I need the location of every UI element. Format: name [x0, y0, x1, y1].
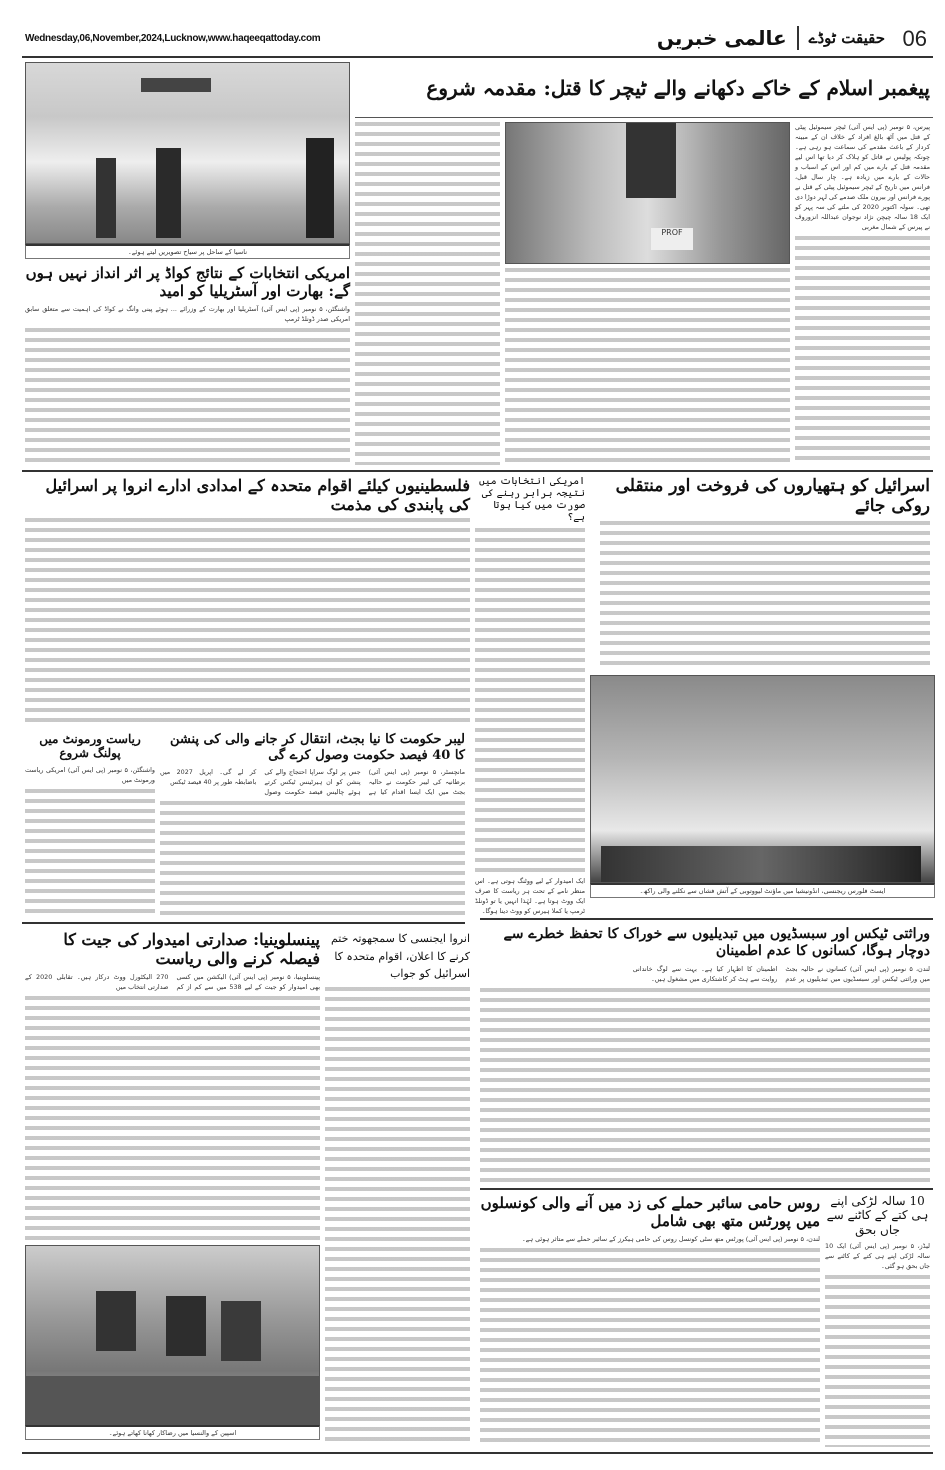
- volcano-caption: ایسٹ فلورس ریجنسی، انڈونیشیا میں ماؤنٹ لیووتوبی کے آتش فشاں سے نکلنے والی راکھ۔: [590, 883, 935, 898]
- headline-russia-cyber: روس حامی سائبر حملے کی زد میں آنے والی کونسلوں میں پورٹس متھ بھی شامل: [480, 1194, 820, 1230]
- unrwa-deal-body: [325, 987, 470, 1445]
- teacher-lead: پیرس، ۵ نومبر (پی ایس آئی) ٹیچر سیموئیل پیٹی کے قتل میں آٹھ بالغ افراد کے خلاف ان کے مبینہ کردار کے باعث مقدمے کی سماعت ہو رہی ہے۔ چونکہ پولیس نے قاتل کو ہلاک کر دیا تھا اس لیے مقدمہ قتل کے بارے میں کم اور اس کے اسباب و حالات کے بارے میں زیادہ ہے۔ چار سال قبل، فرانس میں تاریخ کے ٹیچر سیموئیل پیٹی کے قتل نے پورے فرانس اور بیرون ملک صدمے کی لہر دوڑا دی تھی۔ سولہ اکتوبر 2020 کی ملتے کی سہ پہر کو ایک 18 سالہ چیچن نژاد نوجوان عبداللہ انزوروف نے پیرس کے شمال مغربی: [795, 123, 930, 231]
- headline-girl-dog: 10 سالہ لڑکی اپنے ہی کتے کے کاٹنے سے جاں بحق: [826, 1194, 929, 1237]
- labour-lead: مانچسٹر، ۵ نومبر (پی ایس آئی) برطانیہ کی لیبر حکومت نے حالیہ بجٹ میں ایک ایسا اقدام کیا ہے جس پر لوگ سراپا احتجاج والے کی پنشن کو ان ہیرٹینس ٹیکس کرتے ہوئے چالیس فیصد حکومت وصول کر لے گی۔ اپریل 2027 میں باضابطہ طور پر 40 فیصد ٹیکس: [160, 768, 465, 797]
- israel-arms-body: [600, 521, 930, 670]
- protest-sign: PROF: [651, 228, 693, 250]
- headline-labour: لیبر حکومت کا نیا بجٹ، انتقال کر جانے والی کی پنشن کا 40 فیصد حکومت وصول کرے گی: [170, 732, 465, 763]
- headline-teacher: پیغمبر اسلام کے خاکے دکھانے والے ٹیچر کا قتل: مقدمہ شروع: [426, 76, 930, 100]
- headline-unrwa-deal: انروا ایجنسی کا سمجھوتہ ختم کرنے کا اعلان، اقوام متحدہ کا اسرائیل کو جواب: [330, 932, 470, 981]
- beach-photo: [25, 62, 350, 244]
- header-divider: [22, 56, 933, 58]
- quad-body: [25, 328, 350, 465]
- brand-logo: حقیقت ٹوڈے: [808, 29, 885, 47]
- tie-body: [475, 528, 585, 872]
- pennsylvania-lead: پینسلوینیا، ۵ نومبر (پی ایس آئی) الیکشن میں کسی بھی امیدوار کو جیت کے لیے 538 میں سے کم از کم 270 الیکٹورل ووٹ درکار ہیں۔ تقابلی 2020 کے صدارتی انتخاب میں: [25, 973, 320, 992]
- farmers-body: [480, 988, 930, 1185]
- page-number: 06: [902, 26, 927, 51]
- masthead: [657, 26, 885, 50]
- section-title: عالمی خبریں: [657, 26, 799, 50]
- footer-divider: [22, 1452, 933, 1454]
- headline-israel-arms: اسرائیل کو ہتھیاروں کی فروخت اور منتقلی روکی جائے: [615, 476, 930, 517]
- dateline: Wednesday,06,November,2024,Lucknow,www.haqeeqattoday.com: [25, 33, 321, 44]
- teacher-body-cols: [505, 268, 790, 465]
- vermont-lead: واشنگٹن، ۵ نومبر (پی ایس آئی) امریکی ریاست ورمونٹ میں: [25, 765, 155, 784]
- russia-cyber-lead: لندن، ۵ نومبر (پی ایس آئی) پورٹس متھ سٹی کونسل روس کی حامی ہیکرز کے سائبر حملے سے متاثر ہوئی ہے۔: [521, 1235, 820, 1243]
- girl-dog-lead: لیڈز، ۵ نومبر (پی ایس آئی) ایک 10 سالہ لڑکی اپنے ہی کتے کے کاٹنے سے جاں بحق ہو گئی۔: [825, 1242, 930, 1271]
- russia-cyber-body: [480, 1248, 820, 1447]
- girl-dog-body: [825, 1275, 930, 1447]
- pennsylvania-body: [25, 996, 320, 1240]
- valencia-caption: اسپین کے والنسیا میں رضاکار کھانا کھاتے ہوئے۔: [25, 1425, 320, 1440]
- headline-vermont: ریاست ورمونٹ میں پولنگ شروع: [39, 732, 141, 761]
- headline-farmers: وراثتی ٹیکس اور سبسڈیوں میں تبدیلیوں سے خوراک کا تحفظ خطرے سے دوچار ہوگا، کسانوں کا عدم اطمینان: [503, 926, 930, 959]
- headline-unrwa-ban: فلسطینیوں کیلئے اقوام متحدہ کے امدادی ادارے انروا پر اسرائیل کی پابندی کی مذمت: [45, 476, 470, 515]
- headline-quad: امریکی انتخابات کے نتائج کواڈ پر اثر انداز نہیں ہوں گے: بھارت اور آسٹریلیا کو امید: [25, 264, 350, 300]
- beach-photo-caption: ناسیا کے ساحل پر سیاح تصویریں لیتے ہوئے۔: [25, 244, 350, 259]
- headline-tie: امریکی انتخابات میں نتیجہ برابر رہنے کی صورت میں کیا ہوتا ہے؟: [479, 476, 585, 523]
- teacher-protest-photo: [505, 122, 790, 264]
- volcano-photo: [590, 675, 935, 883]
- quad-lead: واشنگٹن، ۵ نومبر (پی ایس آئی) آسٹریلیا اور بھارت کے وزرائے ... ہوئے پینی وانگ نے کواڈ کی اہمیت سے متعلق سابق امریکی صدر ڈونلڈ ٹرمپ: [25, 305, 350, 323]
- labour-body: [160, 801, 465, 915]
- unrwa-ban-body: [25, 518, 470, 726]
- farmers-lead: لندن، ۵ نومبر (پی ایس آئی) کسانوں نے حالیہ بجٹ میں وراثتی ٹیکس اور سبسڈیوں میں تبدیلیوں پر عدم اطمینان کا اظہار کیا ہے۔ بہت سے لوگ خاندانی روایت سے ہٹ کر کاشتکاری میں مشغول ہیں۔: [632, 964, 930, 983]
- headline-pennsylvania: پینسلوینیا: صدارتی امیدوار کی جیت کا فیصلہ کرنے والی ریاست: [63, 930, 320, 969]
- tie-lead: ایک امیدوار کے لیے ووٹنگ ہوتی ہے۔ اس منظر نامے کے تحت ہر ریاست کا صرف ایک ووٹ ہوتا ہے۔ لہٰذا انہیں یا تو ڈونلڈ ٹرمپ یا کملا ہیرس کو ووٹ دینا ہوگا۔: [475, 877, 585, 915]
- valencia-photo: [25, 1245, 320, 1425]
- section-divider: [22, 470, 933, 472]
- teacher-body-right: [795, 236, 930, 465]
- teacher-body-col: [355, 122, 500, 465]
- vermont-body: [25, 789, 155, 915]
